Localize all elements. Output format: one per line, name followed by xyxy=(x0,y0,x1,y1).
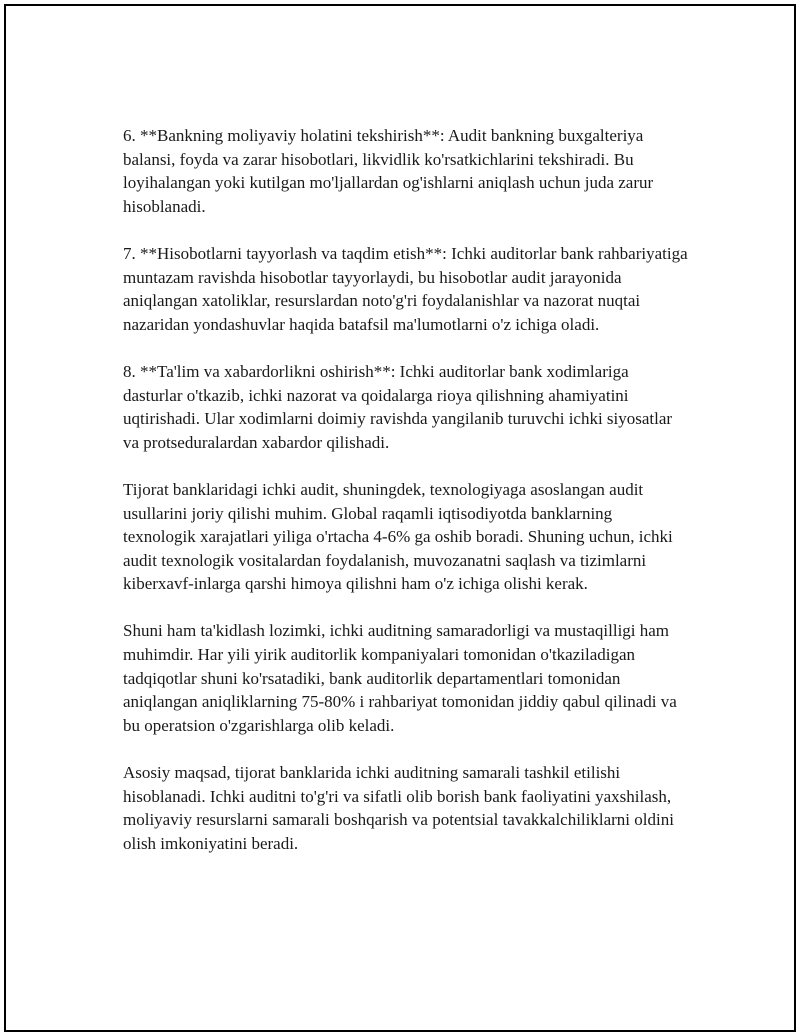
paragraph-item-6: 6. **Bankning moliyaviy holatini tekshirish**: Audit bankning buxgalteriya balansi, foyda va zarar hisobotlari, likvidlik ko'rsatkichlarini tekshiradi. Bu loyihalangan yoki kutilgan mo'ljallardan og'ishlarni aniqlash uchun juda zarur hisoblanadi. xyxy=(123,126,654,216)
paragraph-item-7: 7. **Hisobotlarni tayyorlash va taqdim etish**: Ichki auditorlar bank rahbariyatiga muntazam ravishda hisobotlar tayyorlaydi, bu hisobotlar audit jarayonida aniqlangan xatoliklar, resurslardan noto'g'ri foydalanishlar va nazorat nuqtai nazaridan yondashuvlar haqida batafsil ma'lumotlarni o'z ichiga oladi. xyxy=(123,243,688,334)
paragraph-main-goal: Asosiy maqsad, tijorat banklarida ichki auditning samarali tashkil etilishi hisoblanadi. Ichki auditni to'g'ri va sifatli olib borish bank faoliyatini yaxshilash, moliyaviy resurslarni samarali boshqarish va potentsial tavakkalchiliklarni oldini olish imkoniyatini beradi. xyxy=(123,763,674,853)
paragraph-technology-audit: Tijorat banklaridagi ichki audit, shuningdek, texnologiyaga asoslangan audit usullarini joriy qilishi muhim. Global raqamli iqtisodiyotda banklarning texnologik xarajatlari yiliga o'rtacha 4-6% ga oshib boradi. Shuning uchun, ichki audit texnologik vositalardan foydalanish, muvozanatni saqlash va tizimlarni kiberxavf-inlarga qarshi himoya qilishni ham o'z ichiga olishi kerak. xyxy=(123,479,673,594)
page-frame xyxy=(4,4,796,1032)
document-body xyxy=(123,124,689,855)
paragraph-item-8: 8. **Ta'lim va xabardorlikni oshirish**: Ichki auditorlar bank xodimlariga dasturlar o'tkazib, ichki nazorat va qoidalarga rioya qilishning ahamiyatini uqtirishadi. Ular xodimlarni doimiy ravishda yangilanib turuvchi ichki siyosatlar va protseduralardan xabardor qilishadi. xyxy=(123,361,673,452)
paragraph-audit-effectiveness: Shuni ham ta'kidlash lozimki, ichki auditning samaradorligi va mustaqilligi ham muhimdir. Har yili yirik auditorlik kompaniyalari tomonidan o'tkaziladigan tadqiqotlar shuni ko'rsatadiki, bank auditorlik departamentlari tomonidan aniqlangan aniqliklarning 75-80% i rahbariyat tomonidan jiddiy qabul qilinadi va bu operatsion o'zgarishlarga olib keladi. xyxy=(123,621,677,735)
